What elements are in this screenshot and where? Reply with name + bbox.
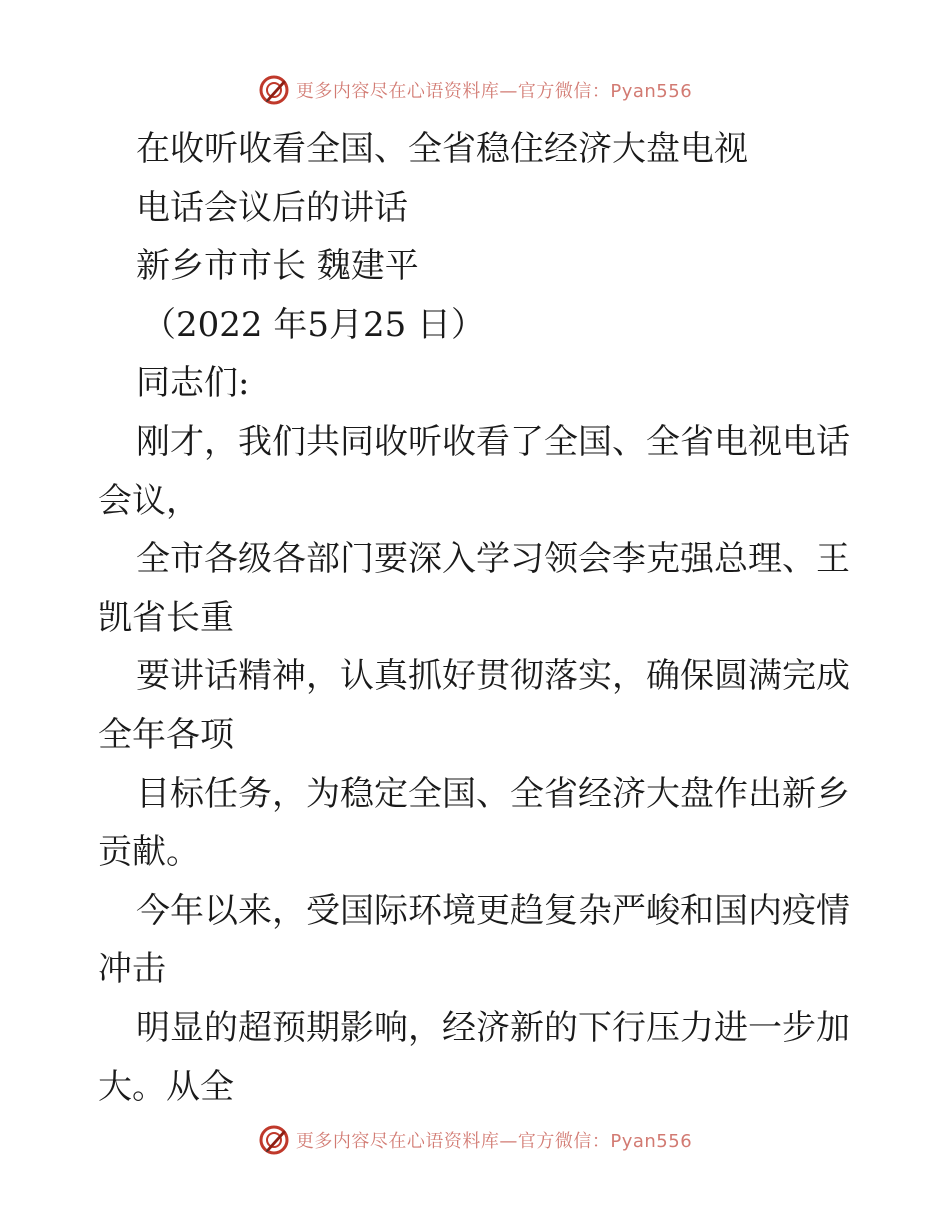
paragraph-line: 贡献。 <box>98 832 200 873</box>
paragraph-line: 大。从全 <box>98 1066 234 1107</box>
paragraph-line: 冲击 <box>98 949 166 990</box>
pen-logo-icon <box>258 1124 290 1156</box>
title-line-2: 电话会议后的讲话 <box>136 187 408 228</box>
paragraph-line: 今年以来，受国际环境更趋复杂严峻和国内疫情 <box>136 890 850 931</box>
pen-logo-icon <box>258 74 290 106</box>
banner-text: 更多内容尽在心语资料库—官方微信：Pyan556 <box>295 81 693 102</box>
salutation: 同志们: <box>136 363 250 404</box>
paragraph-line: 全年各项 <box>98 714 234 755</box>
paragraph-line: 全市各级各部门要深入学习领会李克强总理、王 <box>136 539 850 580</box>
paragraph-line: 刚才，我们共同收听收看了全国、全省电视电话 <box>136 421 850 462</box>
paragraph-line: 目标任务，为稳定全国、全省经济大盘作出新乡 <box>136 773 850 814</box>
paragraph-line: 要讲话精神，认真抓好贯彻落实，确保圆满完成 <box>136 656 850 697</box>
paragraph-line: 凯省长重 <box>98 597 234 638</box>
title-line-1: 在收听收看全国、全省稳住经济大盘电视 <box>136 129 748 169</box>
paragraph-line: 明显的超预期影响，经济新的下行压力进一步加 <box>136 1007 850 1048</box>
date-line: （2022 年5月25 日） <box>142 304 486 345</box>
document-body <box>98 120 858 1116</box>
banner-text: 更多内容尽在心语资料库—官方微信：Pyan556 <box>295 1131 693 1152</box>
paragraph-line: 会议， <box>98 480 200 521</box>
author-line: 新乡市市长 魏建平 <box>136 246 419 287</box>
footer-banner <box>0 1120 950 1160</box>
header-banner <box>0 70 950 110</box>
